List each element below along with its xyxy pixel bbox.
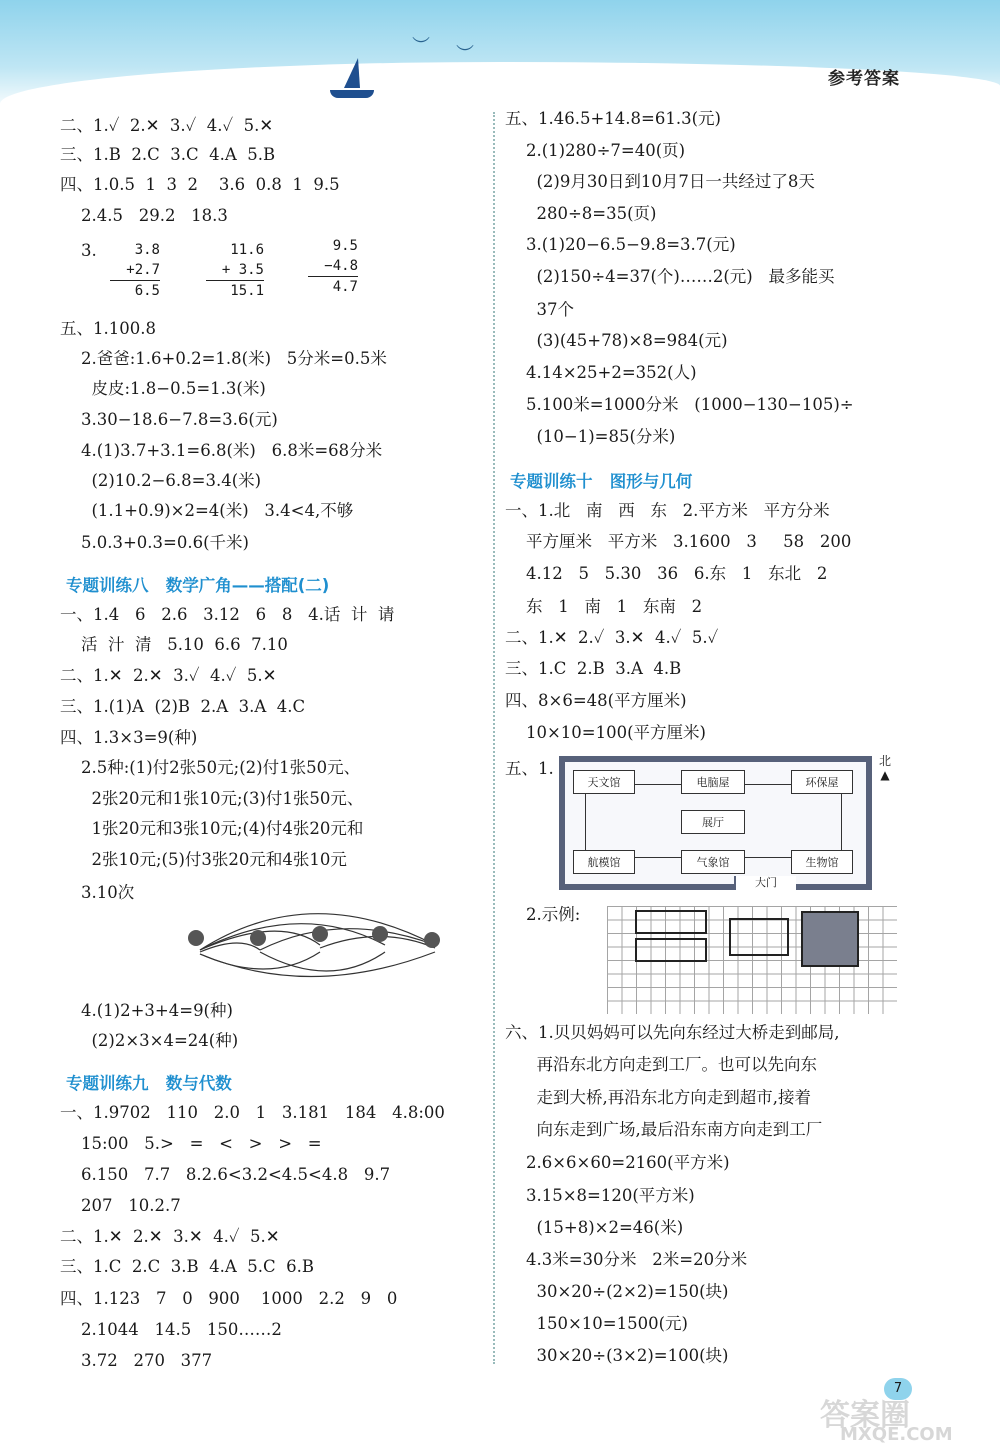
answer-line: 2.5种:(1)付2张50元;(2)付1张50元、 — [60, 758, 361, 777]
animal-icon — [188, 930, 204, 946]
answer-line: 207 10.2.7 — [60, 1196, 181, 1215]
map-label-zhanting: 展厅 — [681, 810, 745, 834]
north-arrow-icon: ▲ — [880, 768, 890, 782]
map-label-qixiang: 气象馆 — [681, 850, 745, 874]
page-title: 参考答案 — [828, 69, 900, 89]
answer-line: 一、1.北 南 西 东 2.平方米 平方分米 — [505, 501, 830, 520]
answer-line: 二、1.✕ 2.✕ 3.✕ 4.✓ 5.✕ — [60, 1227, 280, 1246]
arc-line — [200, 952, 435, 977]
answer-line: 一、1.9702 110 2.0 1 3.181 184 4.8:00 — [60, 1103, 445, 1122]
answer-line: 5.100米=1000分米 (1000−130−105)÷ — [505, 395, 854, 414]
vcalc-result: 6.5 — [110, 280, 160, 301]
answer-line: 三、1.C 2.B 3.A 4.B — [505, 659, 682, 678]
section-title: 专题训练十 图形与几何 — [510, 472, 693, 491]
answer-line: 2张20元和1张10元;(3)付1张50元、 — [60, 789, 364, 808]
map-label-hangmo: 航模馆 — [573, 850, 635, 874]
answer-line: 二、1.✕ 2.✓ 3.✕ 4.✓ 5.✓ — [505, 628, 719, 647]
answer-line: 2张10元;(5)付3张20元和4张10元 — [60, 850, 347, 869]
animal-icon — [312, 926, 328, 942]
vcalc-row: 3.8 — [134, 242, 160, 258]
answer-line: 四、1.3×3=9(种) — [60, 728, 198, 747]
watermark-text: 答案圈 — [820, 1398, 910, 1433]
answer-line: (2)10.2−6.8=3.4(米) — [60, 471, 262, 490]
north-indicator — [879, 752, 891, 781]
answer-line: 4.3米=30分米 2米=20分米 — [505, 1250, 748, 1269]
answer-line: 五、1. — [505, 759, 554, 778]
answer-line: 二、1.✕ 2.✕ 3.✓ 4.✓ 5.✕ — [60, 666, 277, 685]
answer-line: 3.15×8=120(平方米) — [505, 1186, 695, 1205]
vcalc-row: 11.6 — [230, 242, 264, 258]
answer-line: 皮皮:1.8−0.5=1.3(米) — [60, 379, 266, 398]
north-label: 北 — [879, 754, 892, 768]
answer-line: 3. — [60, 241, 97, 260]
answer-line: 四、1.123 7 0 900 1000 2.2 9 0 — [60, 1289, 398, 1308]
answer-line: 5.0.3+0.3=0.6(千米) — [60, 533, 249, 552]
vertical-calculation — [308, 236, 358, 297]
answer-line: 向东走到广场,最后沿东南方向走到工厂 — [505, 1120, 823, 1139]
map-label-shengwu: 生物馆 — [791, 850, 853, 874]
answer-line: 4.(1)2+3+4=9(种) — [60, 1001, 233, 1020]
answer-line: 4.14×25+2=352(人) — [505, 363, 697, 382]
answer-line: 3.(1)20−6.5−9.8=3.7(元) — [505, 235, 736, 254]
answer-line: 4.(1)3.7+3.1=6.8(米) 6.8米=68分米 — [60, 441, 383, 460]
vcalc-row: 9.5 — [332, 238, 358, 254]
grid-square-filled — [801, 911, 859, 967]
answer-line: 3.72 270 377 — [60, 1351, 213, 1370]
grid-rectangle — [635, 938, 707, 962]
answer-line: 30×20÷(2×2)=150(块) — [505, 1282, 729, 1301]
museum-map — [559, 756, 872, 890]
answer-line: 平方厘米 平方米 3.1600 3 58 200 — [505, 532, 852, 551]
vcalc-result: 15.1 — [206, 280, 264, 301]
answer-line: 3.30−18.6−7.8=3.6(元) — [60, 410, 278, 429]
answer-line: 三、1.B 2.C 3.C 4.A 5.B — [60, 145, 276, 164]
vcalc-row: + 3.5 — [221, 262, 264, 278]
answer-line: 走到大桥,再沿东北方向走到超市,接着 — [505, 1088, 811, 1107]
vertical-calculation — [110, 240, 160, 301]
answer-line: (2)150÷4=37(个)……2(元) 最多能买 — [505, 267, 835, 286]
answer-line: 2.1044 14.5 150……2 — [60, 1320, 282, 1339]
answer-line: 二、1.✓ 2.✕ 3.✓ 4.✓ 5.✕ — [60, 116, 274, 135]
answer-line: 280÷8=35(页) — [505, 204, 657, 223]
sailboat-hull-icon — [330, 90, 374, 98]
sailboat-icon — [344, 58, 360, 88]
page-number: 7 — [884, 1378, 912, 1400]
answer-line: 37个 — [505, 300, 574, 319]
section-title: 专题训练八 数学广角——搭配(二) — [66, 576, 330, 595]
answer-line: 四、8×6=48(平方厘米) — [505, 691, 687, 710]
answer-line: (2)2×3×4=24(种) — [60, 1031, 239, 1050]
map-label-damen: 大门 — [734, 876, 796, 890]
header-banner — [0, 0, 1000, 112]
answer-line: 15:00 5.> = < > > = — [60, 1134, 322, 1153]
answer-line: 2.4.5 29.2 18.3 — [60, 206, 228, 225]
answer-line: 三、1.C 2.C 3.B 4.A 5.C 6.B — [60, 1257, 314, 1276]
vcalc-row: +2.7 — [126, 262, 160, 278]
grid-rectangle — [729, 918, 789, 956]
answer-line: 五、1.100.8 — [60, 319, 156, 338]
answer-line: 6.150 7.7 8.2.6<3.2<4.5<4.8 9.7 — [60, 1165, 391, 1184]
answer-line: 2.示例: — [505, 905, 581, 924]
animal-icon — [372, 926, 388, 942]
answer-line: 六、1.贝贝妈妈可以先向东经过大桥走到邮局, — [505, 1023, 840, 1042]
arc-line — [200, 952, 320, 969]
answer-line: 4.12 5 5.30 36 6.东 1 东北 2 — [505, 564, 828, 583]
jumping-arcs-illustration — [180, 890, 450, 990]
map-label-tianwen: 天文馆 — [573, 770, 635, 794]
map-label-huanbao: 环保屋 — [791, 770, 853, 794]
watermark-url: MXQE.COM — [840, 1424, 953, 1445]
answer-line: (10−1)=85(分米) — [505, 427, 676, 446]
vertical-calculation — [206, 240, 264, 301]
watermark-logo — [820, 1390, 970, 1450]
vcalc-result: 4.7 — [308, 276, 358, 297]
bird-icon: ︶ — [456, 44, 474, 65]
answer-line: 一、1.4 6 2.6 3.12 6 8 4.话 计 请 — [60, 605, 395, 624]
bird-icon: ︶ — [412, 36, 430, 57]
vcalc-row: −4.8 — [324, 258, 358, 274]
answer-line: (3)(45+78)×8=984(元) — [505, 331, 728, 350]
grid-rectangle — [635, 910, 707, 934]
answer-line: 三、1.(1)A (2)B 2.A 3.A 4.C — [60, 697, 306, 716]
answer-line: 四、1.0.5 1 3 2 3.6 0.8 1 9.5 — [60, 175, 340, 194]
section-title: 专题训练九 数与代数 — [66, 1074, 232, 1093]
answer-line: 活 汁 清 5.10 6.6 7.10 — [60, 635, 288, 654]
animal-icon — [424, 932, 440, 948]
answer-line: (1.1+0.9)×2=4(米) 3.4<4,不够 — [60, 501, 354, 520]
map-label-diannao: 电脑屋 — [681, 770, 745, 794]
answer-line: 五、1.46.5+14.8=61.3(元) — [505, 109, 721, 128]
answer-line: 3.10次 — [60, 883, 135, 902]
answer-line: 2.(1)280÷7=40(页) — [505, 141, 686, 160]
answer-line: 东 1 南 1 东南 2 — [505, 597, 703, 616]
answer-line: 150×10=1500(元) — [505, 1314, 688, 1333]
answer-line: 2.爸爸:1.6+0.2=1.8(米) 5分米=0.5米 — [60, 349, 387, 368]
column-divider — [493, 112, 495, 1364]
answer-line: 再沿东北方向走到工厂。也可以先向东 — [505, 1055, 817, 1074]
answer-line: 2.6×6×60=2160(平方米) — [505, 1153, 730, 1172]
answer-line: 1张20元和3张10元;(4)付4张20元和 — [60, 819, 364, 838]
answer-line: (2)9月30日到10月7日一共经过了8天 — [505, 172, 815, 191]
answer-line: 30×20÷(3×2)=100(块) — [505, 1346, 729, 1365]
animal-icon — [250, 930, 266, 946]
answer-line: 10×10=100(平方厘米) — [505, 723, 706, 742]
answer-line: (15+8)×2=46(米) — [505, 1218, 684, 1237]
